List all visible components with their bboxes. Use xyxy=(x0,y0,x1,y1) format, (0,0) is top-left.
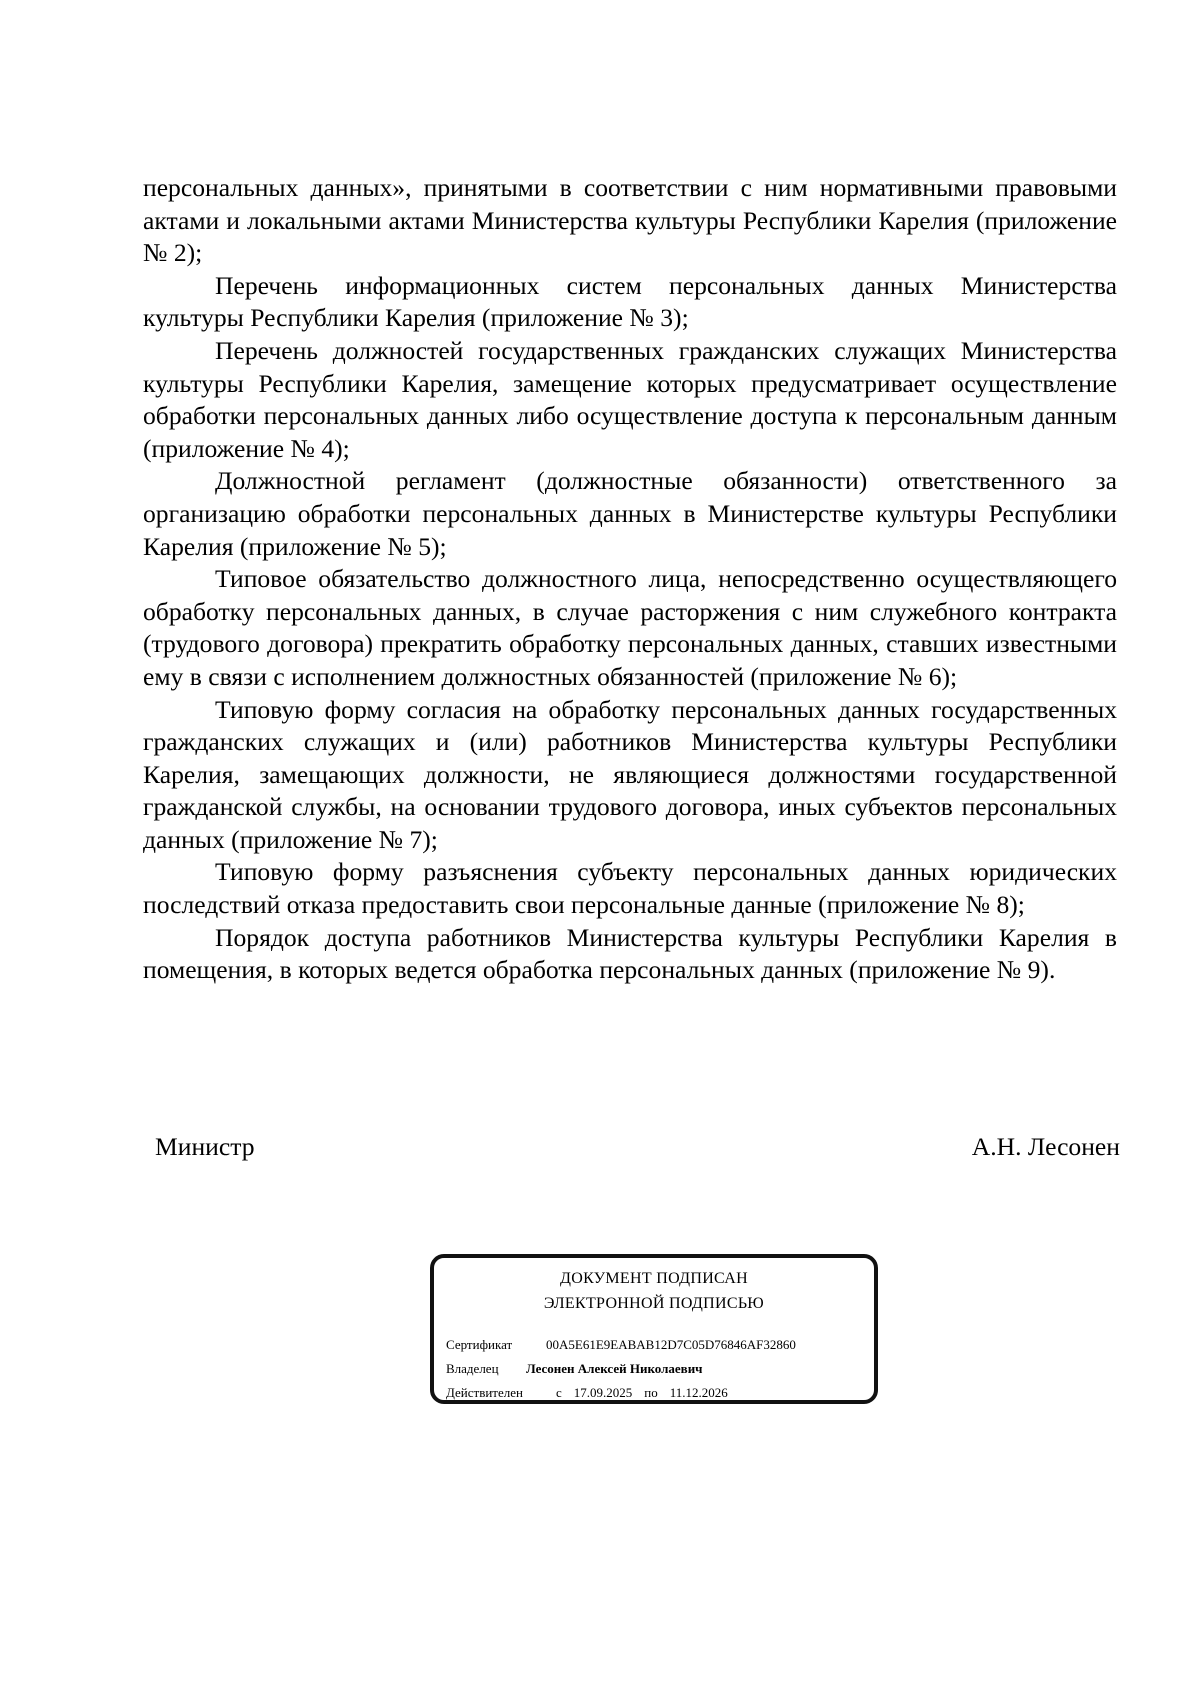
owner-label: Владелец xyxy=(446,1361,499,1376)
stamp-validity-row xyxy=(446,1384,728,1402)
signer-name: А.Н. Лесонен xyxy=(971,1132,1120,1161)
paragraph: Должностной регламент (должностные обязанности) ответственного за организацию обработки персональных данных в Министерстве культуры Республики Карелия (приложение № 5); xyxy=(143,466,1117,561)
signer-title: Министр xyxy=(155,1132,255,1161)
certificate-value: 00A5E61E9EABAB12D7C05D76846AF32860 xyxy=(546,1337,796,1352)
valid-from-date: 17.09.2025 xyxy=(573,1385,633,1400)
valid-to-date: 11.12.2026 xyxy=(669,1385,728,1400)
paragraph: Типовое обязательство должностного лица, непосредственно осуществляющего обработку персональных данных, в случае расторжения с ним служебного контракта (трудового договора) прекратить обработку персональных данных, ставших известными ему в связи с исполнением должностных обязанностей (приложение № 6); xyxy=(143,564,1117,691)
paragraph: Типовую форму разъяснения субъекту персональных данных юридических последствий отказа предоставить свои персональные данные (приложение № 8); xyxy=(143,857,1117,920)
stamp-title-line-2: ЭЛЕКТРОННОЙ ПОДПИСЬЮ xyxy=(543,1295,765,1312)
paragraph: Порядок доступа работников Министерства культуры Республики Карелия в помещения, в которых ведется обработка персональных данных (приложение № 9). xyxy=(143,922,1117,985)
valid-to-prefix: по xyxy=(644,1385,658,1400)
certificate-label: Сертификат xyxy=(446,1337,513,1352)
owner-value: Лесонен Алексей Николаевич xyxy=(526,1361,703,1376)
stamp-certificate-row xyxy=(446,1336,796,1354)
stamp-title-line-1: ДОКУМЕНТ ПОДПИСАН xyxy=(560,1270,748,1287)
stamp-header xyxy=(434,1266,874,1316)
valid-label: Действителен xyxy=(446,1385,523,1400)
stamp-owner-row xyxy=(446,1360,703,1378)
electronic-signature-stamp xyxy=(430,1254,878,1404)
paragraph: Типовую форму согласия на обработку персональных данных государственных гражданских служащих и (или) работников Министерства культуры Республики Карелия, замещающих должности, не являющиеся должностями государственной гражданской службы, на основании трудового договора, иных субъектов персональных данных (приложение № 7); xyxy=(143,694,1117,854)
valid-from-prefix: с xyxy=(556,1385,562,1400)
document-body xyxy=(143,172,1117,987)
paragraph: персональных данных», принятыми в соответствии с ним нормативными правовыми актами и локальными актами Министерства культуры Республики Карелия (приложение № 2); xyxy=(143,173,1117,268)
paragraph: Перечень информационных систем персональных данных Министерства культуры Республики Карелия (приложение № 3); xyxy=(143,270,1117,333)
paragraph: Перечень должностей государственных гражданских служащих Министерства культуры Республики Карелия, замещение которых предусматривает осуществление обработки персональных данных либо осуществление доступа к персональным данным (приложение № 4); xyxy=(143,335,1117,463)
